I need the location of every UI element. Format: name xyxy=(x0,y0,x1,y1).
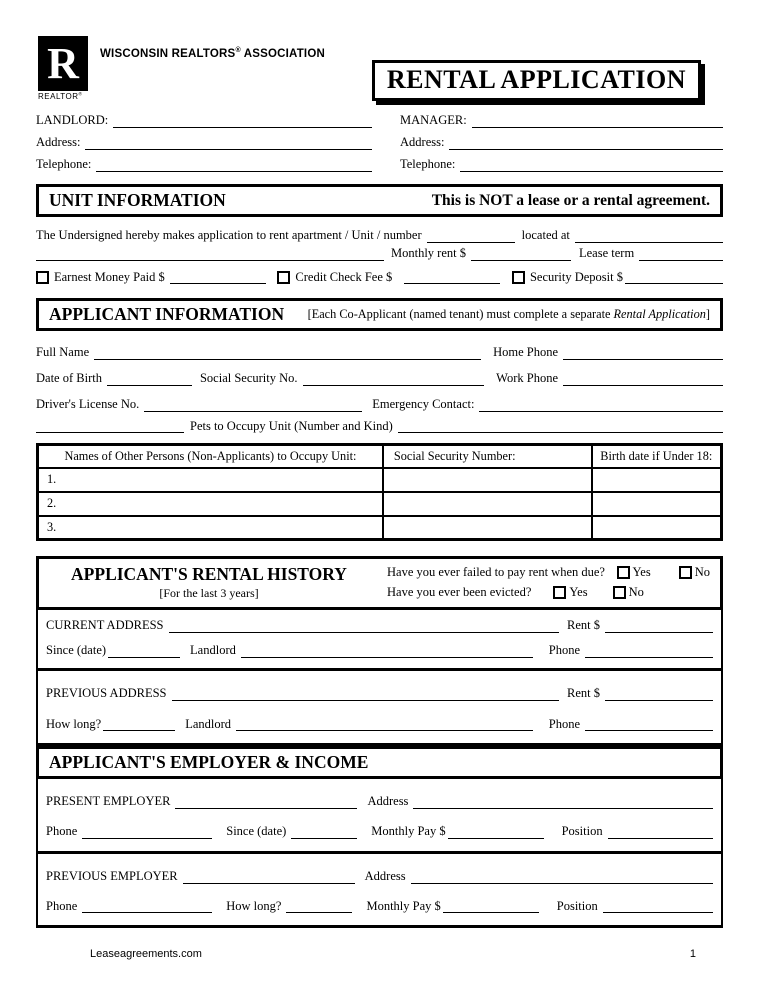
current-rent-line[interactable] xyxy=(605,621,713,633)
present-since-line[interactable] xyxy=(291,827,357,839)
rental-history-title-block xyxy=(49,564,369,601)
security-deposit-group xyxy=(512,271,723,285)
application-intro-text: The Undersigned hereby makes application to rent apartment / Unit / number xyxy=(36,228,422,242)
occupant-3-name-cell[interactable]: 3. xyxy=(38,516,383,540)
realtor-caption-text: REALTOR xyxy=(38,92,79,101)
previous-phone-line[interactable] xyxy=(585,719,713,731)
rental-history-questions xyxy=(369,564,710,601)
rental-history-subtitle: [For the last 3 years] xyxy=(159,586,259,601)
occupant-2-ssn-cell[interactable] xyxy=(383,492,592,516)
occupant-2-birthdate-cell[interactable] xyxy=(592,492,722,516)
evicted-yes-label: Yes xyxy=(569,585,588,600)
landlord-label: LANDLORD: xyxy=(36,113,109,128)
manager-address-label: Address: xyxy=(400,135,445,150)
security-deposit-label: Security Deposit $ xyxy=(529,269,623,284)
previous-employer-row xyxy=(46,870,713,884)
landlord-telephone-label: Telephone: xyxy=(36,157,92,172)
current-address-label: CURRENT ADDRESS xyxy=(46,618,164,633)
failed-rent-question: Have you ever failed to pay rent when due? xyxy=(387,565,605,580)
current-landlord-label: Landlord xyxy=(190,643,236,657)
credit-check-label: Credit Check Fee $ xyxy=(295,269,393,284)
org-registered-mark: ® xyxy=(235,47,241,54)
monthly-rent-line[interactable] xyxy=(471,249,571,261)
rental-history-title: APPLICANT'S RENTAL HISTORY xyxy=(71,564,347,585)
located-at-line[interactable] xyxy=(575,231,723,243)
how-long-label: How long? xyxy=(46,716,102,731)
present-employer-label: PRESENT EMPLOYER xyxy=(46,794,171,809)
org-name-main: WISCONSIN REALTORS xyxy=(100,47,236,60)
evicted-yes-checkbox[interactable] xyxy=(553,586,566,599)
previous-howlong2-label: How long? xyxy=(226,898,282,913)
failed-rent-no-checkbox[interactable] xyxy=(679,566,692,579)
manager-label: MANAGER: xyxy=(400,113,467,128)
fees-row xyxy=(36,271,723,285)
realtor-logo-caption xyxy=(38,92,98,101)
previous-position-line[interactable] xyxy=(603,901,713,913)
landlord-address-label: Address: xyxy=(36,135,81,150)
present-monthly-pay-label: Monthly Pay $ xyxy=(371,824,446,838)
work-phone-label: Work Phone xyxy=(496,371,558,385)
employer-income-title: APPLICANT'S EMPLOYER & INCOME xyxy=(49,752,369,773)
failed-rent-no-label: No xyxy=(694,565,710,580)
not-a-lease-notice: This is NOT a lease or a rental agreement. xyxy=(431,191,710,209)
organization-name xyxy=(100,47,325,60)
pets-label: Pets to Occupy Unit (Number and Kind) xyxy=(190,418,393,433)
since-date-label: Since (date) xyxy=(46,643,107,657)
present-monthly-pay-line[interactable] xyxy=(448,827,544,839)
credit-check-group xyxy=(277,271,500,285)
current-since-row xyxy=(46,644,713,658)
occupants-header-row xyxy=(38,445,722,468)
failed-rent-yes-label: Yes xyxy=(632,565,651,580)
manager-telephone-label: Telephone: xyxy=(400,157,456,172)
occupants-names-header: Names of Other Persons (Non-Applicants) to Occupy Unit: xyxy=(38,445,383,468)
realtor-logo-letter: R xyxy=(47,38,79,88)
previous-howlong-row xyxy=(46,718,713,732)
earnest-money-group xyxy=(36,271,266,285)
table-row xyxy=(38,468,722,492)
previous-employer-block xyxy=(36,854,723,929)
present-position-line[interactable] xyxy=(608,827,713,839)
home-phone-label: Home Phone xyxy=(493,345,558,360)
previous-phone2-line[interactable] xyxy=(82,901,212,913)
footer-site: Leaseagreements.com xyxy=(90,948,202,960)
full-name-row xyxy=(36,346,723,360)
pets-line[interactable] xyxy=(398,421,723,433)
full-name-label: Full Name xyxy=(36,345,90,360)
current-since-line[interactable] xyxy=(108,646,180,658)
manager-name-line[interactable] xyxy=(472,116,723,128)
located-at-label: located at xyxy=(521,228,570,242)
dob-ssn-row xyxy=(36,372,723,386)
manager-telephone-line[interactable] xyxy=(460,160,723,172)
previous-phone2-label: Phone xyxy=(46,898,78,913)
evicted-no-label: No xyxy=(628,585,644,600)
occupants-ssn-header: Social Security Number: xyxy=(383,445,592,468)
emergency-contact-line[interactable] xyxy=(479,400,723,412)
contact-section xyxy=(36,112,723,172)
previous-employer-label: PREVIOUS EMPLOYER xyxy=(46,868,178,883)
landlord-name-line[interactable] xyxy=(113,116,372,128)
table-row xyxy=(38,492,722,516)
earnest-money-checkbox[interactable] xyxy=(36,271,49,284)
previous-address-row xyxy=(46,687,713,701)
pets-row xyxy=(36,420,723,434)
current-landlord-line[interactable] xyxy=(241,646,533,658)
unit-information-header xyxy=(36,184,723,217)
previous-howlong2-line[interactable] xyxy=(286,901,352,913)
previous-address-block xyxy=(36,671,723,747)
ssn-label: Social Security No. xyxy=(199,371,298,385)
current-address-row xyxy=(46,619,713,633)
work-phone-line[interactable] xyxy=(563,374,723,386)
present-employer-details-row xyxy=(46,825,713,839)
previous-employer-details-row xyxy=(46,900,713,914)
evicted-question-row xyxy=(387,585,710,600)
present-phone-line[interactable] xyxy=(82,827,212,839)
occupant-1-name-cell[interactable]: 1. xyxy=(38,468,383,492)
employer-income-header xyxy=(36,746,723,779)
occupants-birthdate-header: Birth date if Under 18: xyxy=(592,445,722,468)
realtor-caption-registered: ® xyxy=(78,92,83,98)
emergency-contact-label: Emergency Contact: xyxy=(372,396,475,411)
occupant-1-birthdate-cell[interactable] xyxy=(592,468,722,492)
table-row xyxy=(38,516,722,540)
previous-landlord-line[interactable] xyxy=(236,719,533,731)
footer-page-number: 1 xyxy=(689,948,696,960)
failed-rent-no-option xyxy=(679,565,710,580)
current-rent-label: Rent $ xyxy=(567,618,600,633)
unit-number-line[interactable] xyxy=(427,231,515,243)
present-employer-line[interactable] xyxy=(175,797,357,809)
occupant-1-ssn-cell[interactable] xyxy=(383,468,592,492)
current-address-block xyxy=(36,610,723,671)
previous-monthly-pay-line[interactable] xyxy=(443,901,539,913)
form-title: RENTAL APPLICATION xyxy=(372,60,701,101)
failed-rent-question-row xyxy=(387,565,710,580)
emergency-contact-continuation-line[interactable] xyxy=(36,421,184,433)
current-phone-label: Phone xyxy=(548,643,580,657)
org-name-rest: ASSOCIATION xyxy=(240,47,325,60)
applicant-information-header xyxy=(36,298,723,331)
address-continuation-line[interactable] xyxy=(36,249,384,261)
co-applicant-note-suffix: ] xyxy=(705,307,710,322)
lease-term-line[interactable] xyxy=(639,249,723,261)
failed-rent-yes-checkbox[interactable] xyxy=(617,566,630,579)
credit-check-checkbox[interactable] xyxy=(277,271,290,284)
co-applicant-note-prefix: [Each Co-Applicant (named tenant) must complete a separate xyxy=(307,307,614,322)
occupant-3-birthdate-cell[interactable] xyxy=(592,516,722,540)
occupants-table xyxy=(36,443,723,541)
previous-rent-line[interactable] xyxy=(605,689,713,701)
manager-address-line[interactable] xyxy=(449,138,723,150)
occupant-3-ssn-cell[interactable] xyxy=(383,516,592,540)
previous-phone-label: Phone xyxy=(548,716,580,731)
landlord-telephone-line[interactable] xyxy=(96,160,372,172)
realtor-logo-icon xyxy=(38,36,88,91)
monthly-rent-label: Monthly rent $ xyxy=(391,245,466,260)
previous-rent-label: Rent $ xyxy=(567,685,600,700)
present-since-label: Since (date) xyxy=(226,824,287,838)
rent-term-row xyxy=(36,247,723,261)
present-phone-label: Phone xyxy=(46,824,78,838)
rental-history-header xyxy=(36,556,723,610)
page-footer xyxy=(90,948,696,960)
failed-rent-yes-option xyxy=(617,565,651,580)
present-employer-row xyxy=(46,795,713,809)
previous-address-line[interactable] xyxy=(172,689,560,701)
unit-number-row xyxy=(36,229,723,243)
earnest-money-label: Earnest Money Paid $ xyxy=(54,269,165,284)
earnest-money-line[interactable] xyxy=(170,272,266,284)
drivers-license-label: Driver's License No. xyxy=(36,396,140,411)
security-deposit-checkbox[interactable] xyxy=(512,271,525,284)
co-applicant-note-italic: Rental Application xyxy=(613,307,706,322)
unit-information-title: UNIT INFORMATION xyxy=(49,190,226,210)
lease-term-label: Lease term xyxy=(579,245,635,260)
evicted-no-checkbox[interactable] xyxy=(613,586,626,599)
previous-position-label: Position xyxy=(556,898,598,913)
full-name-line[interactable] xyxy=(94,348,481,360)
present-employer-address-label: Address xyxy=(367,794,409,809)
present-employer-block xyxy=(36,779,723,854)
credit-check-line[interactable] xyxy=(404,272,500,284)
previous-howlong-line[interactable] xyxy=(103,719,175,731)
current-phone-line[interactable] xyxy=(585,646,713,658)
landlord-address-line[interactable] xyxy=(85,138,372,150)
previous-employer-line[interactable] xyxy=(183,872,355,884)
drivers-license-line[interactable] xyxy=(144,400,362,412)
page-header xyxy=(36,0,723,112)
ssn-line[interactable] xyxy=(303,374,485,386)
date-of-birth-line[interactable] xyxy=(107,374,192,386)
home-phone-line[interactable] xyxy=(563,348,723,360)
previous-employer-address-line[interactable] xyxy=(411,872,713,884)
present-employer-address-line[interactable] xyxy=(413,797,713,809)
previous-landlord-label: Landlord xyxy=(185,716,232,731)
previous-employer-address-label: Address xyxy=(364,868,406,883)
current-address-line[interactable] xyxy=(169,621,560,633)
date-of-birth-label: Date of Birth xyxy=(36,371,102,385)
license-emergency-row xyxy=(36,398,723,412)
evicted-no-option xyxy=(613,585,644,600)
present-position-label: Position xyxy=(561,824,603,838)
evicted-yes-option xyxy=(553,585,587,600)
occupant-2-name-cell[interactable]: 2. xyxy=(38,492,383,516)
previous-address-label: PREVIOUS ADDRESS xyxy=(46,685,167,700)
previous-monthly-pay-label: Monthly Pay $ xyxy=(366,898,441,913)
evicted-question: Have you ever been evicted? xyxy=(387,585,532,600)
co-applicant-note xyxy=(308,307,710,322)
realtor-logo xyxy=(38,36,98,101)
applicant-information-title: APPLICANT INFORMATION xyxy=(49,304,285,325)
security-deposit-line[interactable] xyxy=(625,272,723,284)
